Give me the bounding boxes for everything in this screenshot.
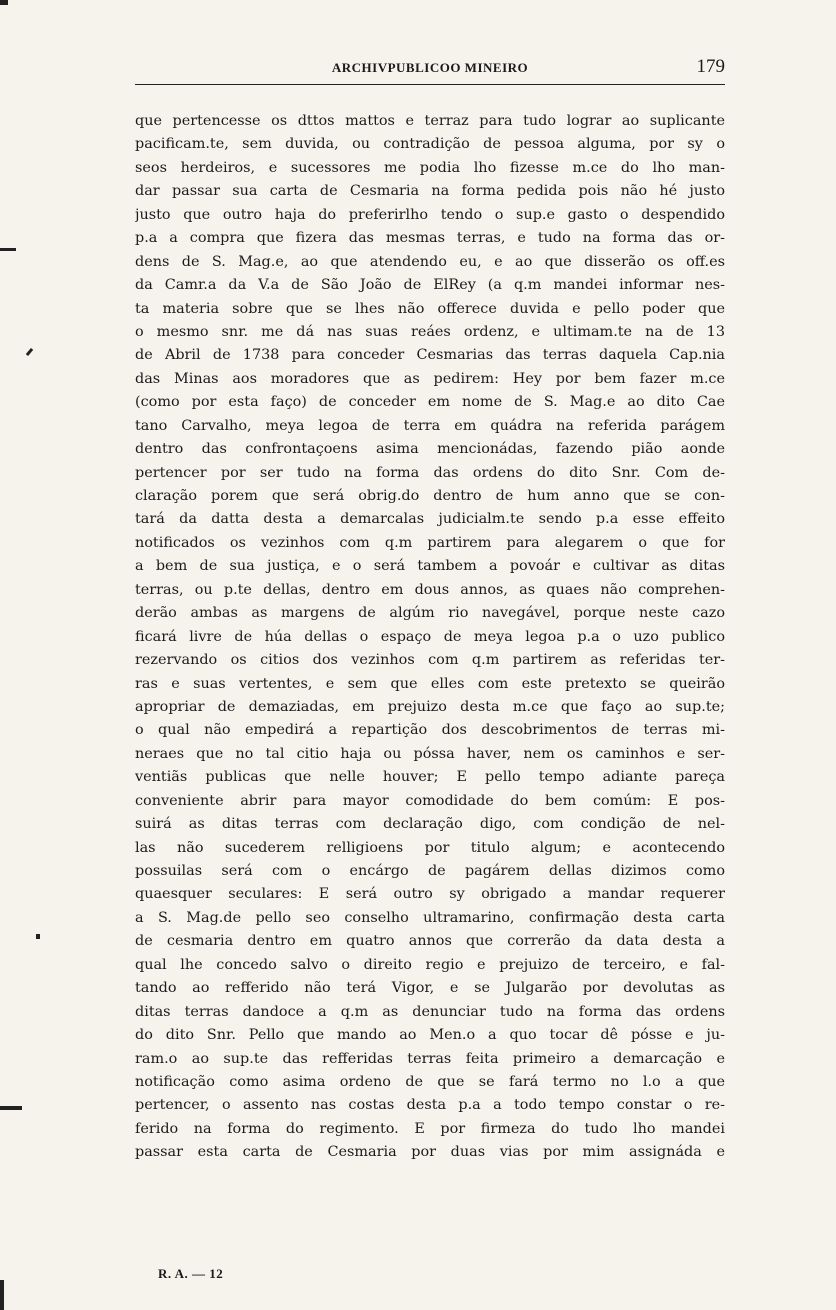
text-line: rezervando os citios dos vezinhos com q.m partirem as referidas ter- xyxy=(135,652,725,669)
text-line: a bem de sua justiça, e o será tambem a povoár e cultivar as ditas xyxy=(135,558,725,575)
text-line: tando ao refferido não terá Vigor, e se Julgarão por devolutas as xyxy=(135,980,725,997)
text-line: ta materia sobre que se lhes não offerece duvida e pello poder que xyxy=(135,300,725,317)
text-line: ras e suas vertentes, e sem que elles com este pretexto se queirão xyxy=(135,675,725,692)
text-line: pertencer por ser tudo na forma das ordens do dito Snr. Com de- xyxy=(135,464,725,481)
text-line: dentro das confrontaçoens asima mencionádas, fazendo pião aonde xyxy=(135,441,725,458)
margin-ink-mark xyxy=(26,348,33,356)
margin-ink-mark xyxy=(0,1280,4,1310)
page-number: 179 xyxy=(696,56,725,77)
text-line: de cesmaria dentro em quatro annos que correrão da data desta a xyxy=(135,933,725,950)
margin-ink-mark xyxy=(36,934,40,939)
page-header xyxy=(135,56,725,82)
text-line: ventiãs publicas que nelle houver; E pello tempo adiante pareça xyxy=(135,769,725,786)
text-line: que pertencesse os dttos mattos e terraz para tudo lograr ao suplicante xyxy=(135,113,725,129)
text-line: o qual não empedirá a repartição dos descobrimentos de terras mi- xyxy=(135,722,725,739)
text-line: qual lhe concedo salvo o direito regio e prejuizo de terceiro, e fal- xyxy=(135,956,725,973)
text-line: dens de S. Mag.e, ao que atendendo eu, e ao que disserão os off.es xyxy=(135,253,725,270)
text-line: notificação como asima ordeno de que se fará termo no l.o a que xyxy=(135,1073,725,1090)
text-line: neraes que no tal citio haja ou póssa haver, nem os caminhos e ser- xyxy=(135,745,725,762)
margin-ink-mark xyxy=(0,248,16,251)
text-line: (como por esta faço) de conceder em nome de S. Mag.e ao dito Cae xyxy=(135,394,725,411)
text-line: quaesquer seculares: E será outro sy obrigado a mandar requerer xyxy=(135,886,725,903)
text-line: suirá as ditas terras com declaração digo, com condição de nel- xyxy=(135,816,725,833)
running-title: ARCHIVPUBLICOO MINEIRO xyxy=(331,60,529,75)
text-line: a S. Mag.de pello seo conselho ultramarino, confirmação desta carta xyxy=(135,909,725,926)
text-line: seos herdeiros, e sucessores me podia lho fizesse m.ce do lho man- xyxy=(135,159,725,176)
text-line: tano Carvalho, meya legoa de terra em quádra na referida parágem xyxy=(135,417,725,434)
text-line: o mesmo snr. me dá nas suas reáes ordenz, e ultimam.te na de 13 xyxy=(135,323,725,340)
text-line: tará da datta desta a demarcalas judicialm.te sendo p.a esse effeito xyxy=(135,511,725,528)
text-line: ditas terras dandoce a q.m as denunciar tudo na forma das ordens xyxy=(135,1003,725,1020)
text-line: pertencer, o assento nas costas desta p.a a todo tempo constar o re- xyxy=(135,1097,725,1114)
text-line: conveniente abrir para mayor comodidade do bem comúm: E pos- xyxy=(135,792,725,809)
text-line: dar passar sua carta de Cesmaria na forma pedida pois não hé justo xyxy=(135,183,725,200)
text-line: possuilas será com o encárgo de pagárem dellas dizimos como xyxy=(135,863,725,879)
header-rule xyxy=(135,84,725,85)
text-line: ficará livre de húa dellas o espaço de meya legoa p.a o uzo publico xyxy=(135,628,725,645)
text-line: las não sucederem relligioens por titulo algum; e acontecendo xyxy=(135,839,725,856)
signature-mark: R. A. — 12 xyxy=(158,1266,224,1281)
text-line: derão ambas as margens de algúm rio navegável, porque neste cazo xyxy=(135,605,725,622)
text-line: notificados os vezinhos com q.m partirem para alegarem o que for xyxy=(135,534,725,551)
text-line: passar esta carta de Cesmaria por duas vias por mim assignáda e xyxy=(135,1144,725,1161)
body-text xyxy=(135,110,725,1165)
text-line: ram.o ao sup.te das refferidas terras feita primeiro a demarcação e xyxy=(135,1050,725,1067)
text-line: da Camr.a da V.a de São João de ElRey (a q.m mandei informar nes- xyxy=(135,277,725,294)
text-line: de Abril de 1738 para conceder Cesmarias das terras daquela Cap.nia xyxy=(135,347,725,364)
text-line: justo que outro haja do preferirlho tendo o sup.e gasto o despendido xyxy=(135,206,725,223)
text-line: do dito Snr. Pello que mando ao Men.o a quo tocar dê pósse e ju- xyxy=(135,1027,725,1044)
text-line: pacificam.te, sem duvida, ou contradição de pessoa alguma, por sy o xyxy=(135,136,725,153)
text-line: terras, ou p.te dellas, dentro em dous annos, as quaes não comprehen- xyxy=(135,581,725,598)
text-line: apropriar de demaziadas, em prejuizo desta m.ce que faço ao sup.te; xyxy=(135,698,725,715)
text-line: p.a a compra que fizera das mesmas terras, e tudo na forma das or- xyxy=(135,230,725,247)
margin-ink-mark xyxy=(0,0,8,5)
text-line: das Minas aos moradores que as pedirem: Hey por bem fazer m.ce xyxy=(135,370,725,387)
margin-ink-mark xyxy=(0,1106,22,1110)
text-line: claração porem que será obrig.do dentro de hum anno que se con- xyxy=(135,488,725,504)
text-line: ferido na forma do regimento. E por firmeza do tudo lho mandei xyxy=(135,1120,725,1137)
